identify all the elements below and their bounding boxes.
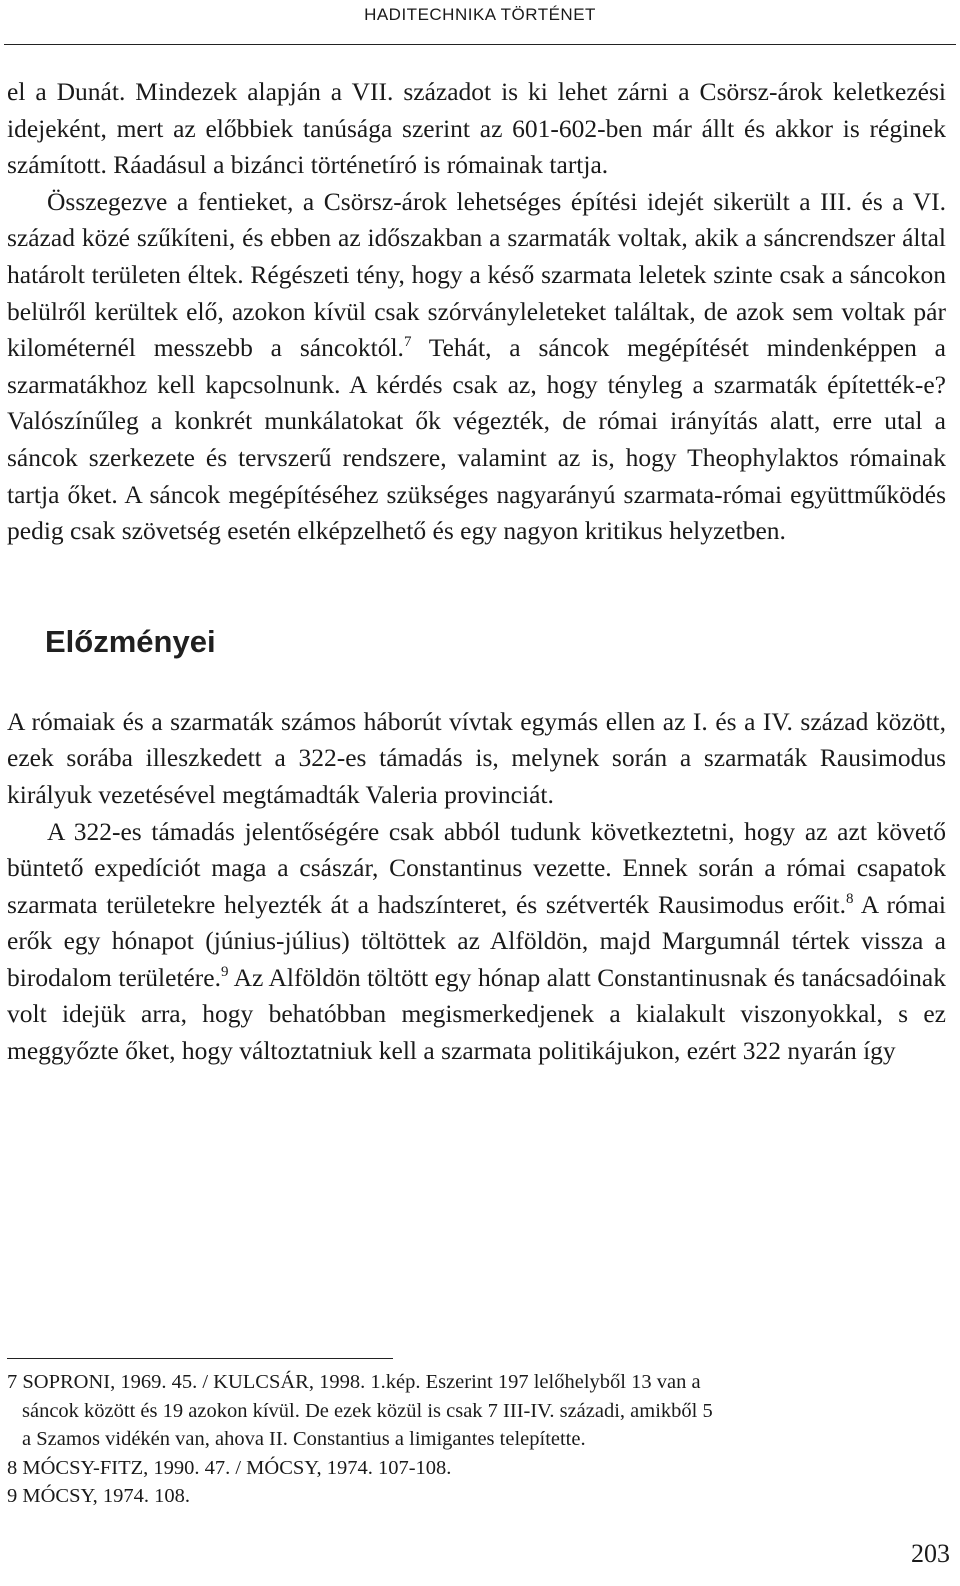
section-paragraph-2-text-b: A római erők egy hónapot (június-július) töltöttek az Alföldön, majd Margumnál tértek vissza a birodalom területére. xyxy=(7,889,946,992)
footnote-divider xyxy=(7,1358,393,1359)
body-paragraph-2 xyxy=(7,184,946,550)
section-paragraph-2-text-a: A 322-es támadás jelentőségére csak abból tudunk következtetni, hogy az azt követő büntető expedíciót maga a császár, Constantinus vezette. Ennek során a római csapatok szarmata területekre helyezték át a hadszínteret, és szétverték Rausimodus erőit. xyxy=(7,816,946,919)
running-header-title: HADITECHNIKA TÖRTÉNET xyxy=(364,5,596,24)
header-divider xyxy=(4,44,956,45)
footnote-7-line-2: sáncok között és 19 azokon kívül. De ezek közül is csak 7 III-IV. századi, amikből 5 xyxy=(22,1399,713,1422)
footnote-9: 9 MÓCSY, 1974. 108. xyxy=(7,1485,191,1508)
section-heading: Előzményei xyxy=(45,623,216,659)
footnote-8: 8 MÓCSY-FITZ, 1990. 47. / MÓCSY, 1974. 107-108. xyxy=(7,1456,452,1479)
footnotes xyxy=(7,1368,946,1511)
body-paragraph-2-text-a: Összegezve a fentieket, a Csörsz-árok lehetséges építési idejét sikerült a III. és a VI. század közé szűkíteni, és ebben az időszakban a szarmaták voltak, akik a sáncrendszer által határolt területen éltek. Régészeti tény, hogy a késő szarmata leletek szinte csak a sáncokon belülről kerültek elő, azokon kívül csak szórványleleteket találtak, de azok sem voltak pár kilométernél messzebb a sáncoktól. xyxy=(7,186,946,363)
footnote-7-line-1: 7 SOPRONI, 1969. 45. / KULCSÁR, 1998. 1.kép. Eszerint 197 lelőhelyből 13 van a xyxy=(7,1371,701,1393)
page-number: 203 xyxy=(911,1539,950,1568)
running-header xyxy=(0,0,960,47)
body-paragraph-2-text-b: Tehát, a sáncok megépítését mindenképpen a szarmatákhoz kell kapcsolnunk. A kérdés csak az, hogy tényleg a szarmaták építették-e? Valószínűleg a konkrét munkálatokat ők végezték, de római irányítás alatt, erre utal a sáncok szerkezete és tervszerű rendszere, valamint az is, hogy Theophylaktos rómainak tartja őket. A sáncok megépítéséhez szükséges nagyarányú szarmata-római együttműködés pedig csak szövetség esetén elképzelhető és egy nagyon kritikus helyzetben. xyxy=(7,333,946,546)
footnote-7-line-3: a Szamos vidékén van, ahova II. Constantius a limigantes telepítette. xyxy=(22,1428,586,1451)
main-text xyxy=(7,74,946,1070)
section-paragraph-2-text-c: Az Alföldön töltött egy hónap alatt Constantinusnak és tanácsadóinak volt idejük arra, hogy behatóbban megismerkedjenek a kialakult viszonyokkal, s ez meggyőzte őket, hogy változtatniuk kell a szarmata politikájukon, ezért 322 nyarán így xyxy=(7,962,946,1066)
section-paragraph-2 xyxy=(7,814,946,1070)
section-body xyxy=(7,704,946,1070)
footnote-ref-9[interactable]: 9 xyxy=(221,963,229,980)
footnote-ref-7[interactable]: 7 xyxy=(403,334,412,351)
body-paragraph-1: el a Dunát. Mindezek alapján a VII. századot is ki lehet zárni a Csörsz-árok keletkezési idejeként, mert az előbbiek tanúsága szerint az 601-602-ben már állt és akkor is réginek számított. Ráadásul a bizánci történetíró is rómainak tartja. xyxy=(7,77,946,180)
section-paragraph-1: A rómaiak és a szarmaták számos háborút vívtak egymás ellen az I. és a IV. század között, ezek sorába illeszkedett a 322-es támadás is, melynek során a szarmaták Rausimodus királyuk vezetésével megtámadták Valeria provinciát. xyxy=(7,706,946,809)
footnote-ref-8[interactable]: 8 xyxy=(845,890,854,907)
